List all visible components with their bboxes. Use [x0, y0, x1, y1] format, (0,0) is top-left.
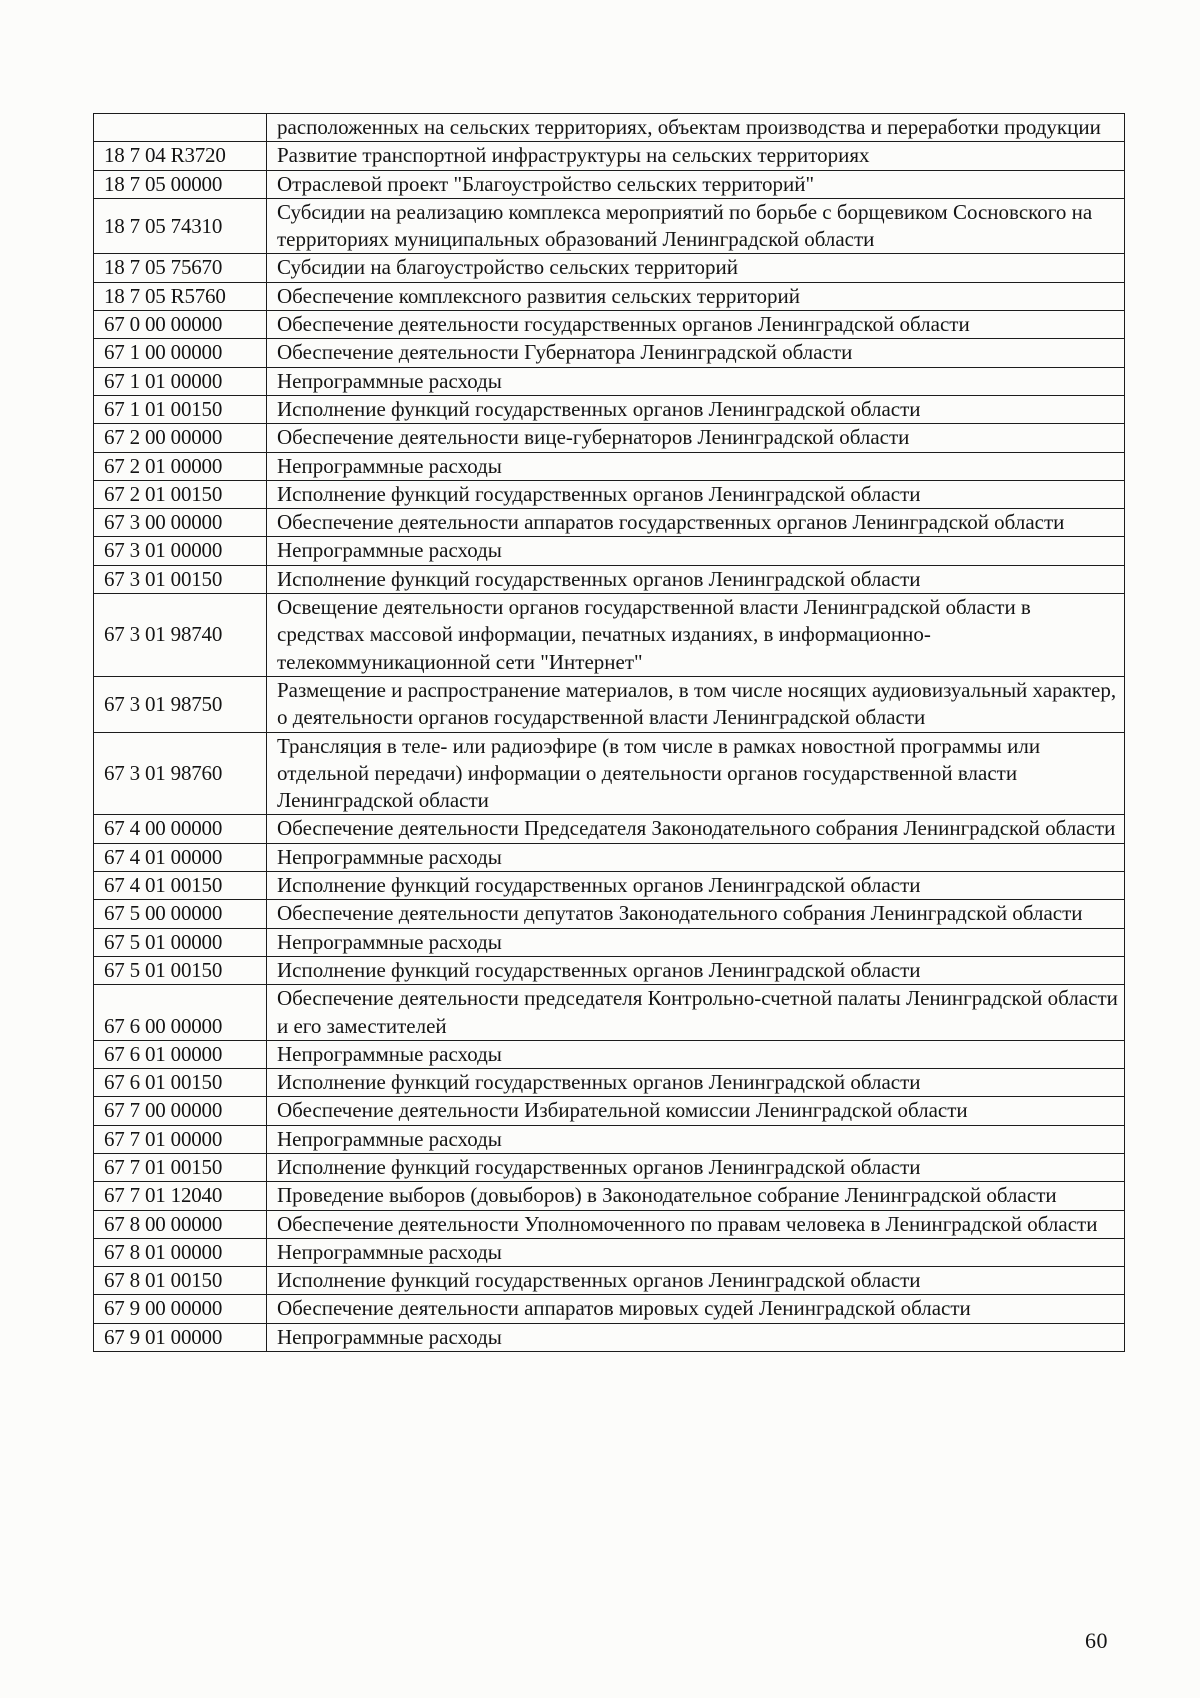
row-name-cell: Непрограммные расходы	[267, 1238, 1125, 1266]
table-row	[94, 170, 1125, 198]
row-code-cell: 67 8 01 00000	[94, 1238, 267, 1266]
row-name-cell: Обеспечение комплексного развития сельских территорий	[267, 282, 1125, 310]
row-code-cell: 67 2 00 00000	[94, 424, 267, 452]
row-name-cell: Обеспечение деятельности аппаратов мировых судей Ленинградской области	[267, 1295, 1125, 1323]
row-name-cell: Исполнение функций государственных органов Ленинградской области	[267, 1153, 1125, 1181]
row-code-cell: 67 7 01 00000	[94, 1125, 267, 1153]
row-name-cell: Исполнение функций государственных органов Ленинградской области	[267, 480, 1125, 508]
row-name-cell: Обеспечение деятельности государственных органов Ленинградской области	[267, 311, 1125, 339]
table-row	[94, 142, 1125, 170]
row-code-cell: 18 7 05 74310	[94, 198, 267, 254]
row-code-cell: 67 5 00 00000	[94, 900, 267, 928]
row-code-cell: 18 7 05 75670	[94, 254, 267, 282]
row-code-cell: 67 3 01 98760	[94, 732, 267, 815]
budget-classification-table	[93, 113, 1125, 1352]
row-name-cell: Трансляция в теле- или радиоэфире (в том числе в рамках новостной программы или отдельной передачи) информации о деятельности органов государственной власти Ленинградской области	[267, 732, 1125, 815]
page-number: 60	[1085, 1628, 1108, 1653]
table-row	[94, 1182, 1125, 1210]
row-name-cell: Исполнение функций государственных органов Ленинградской области	[267, 1267, 1125, 1295]
row-name-cell: Исполнение функций государственных органов Ленинградской области	[267, 956, 1125, 984]
row-name-cell: Непрограммные расходы	[267, 928, 1125, 956]
row-code-cell: 67 8 01 00150	[94, 1267, 267, 1295]
row-name-cell: Субсидии на реализацию комплекса мероприятий по борьбе с борщевиком Сосновского на территориях муниципальных образований Ленинградской области	[267, 198, 1125, 254]
row-code-cell: 67 1 01 00150	[94, 395, 267, 423]
table-row	[94, 282, 1125, 310]
row-name-cell: Размещение и распространение материалов, в том числе носящих аудиовизуальный характер, о деятельности органов государственной власти Ленинградской области	[267, 676, 1125, 732]
row-code-cell: 67 0 00 00000	[94, 311, 267, 339]
row-code-cell: 67 3 01 98750	[94, 676, 267, 732]
row-code-cell: 67 6 01 00000	[94, 1040, 267, 1068]
table-row	[94, 900, 1125, 928]
row-name-cell: Обеспечение деятельности Председателя Законодательного собрания Ленинградской области	[267, 815, 1125, 843]
row-name-cell: Обеспечение деятельности Губернатора Ленинградской области	[267, 339, 1125, 367]
row-name-cell: Отраслевой проект "Благоустройство сельских территорий"	[267, 170, 1125, 198]
row-code-cell: 18 7 04 R3720	[94, 142, 267, 170]
table-row	[94, 732, 1125, 815]
row-name-cell: Обеспечение деятельности депутатов Законодательного собрания Ленинградской области	[267, 900, 1125, 928]
row-name-cell: Проведение выборов (довыборов) в Законодательное собрание Ленинградской области	[267, 1182, 1125, 1210]
table-row	[94, 1125, 1125, 1153]
row-name-cell: расположенных на сельских территориях, объектам производства и переработки продукции	[267, 114, 1125, 142]
row-code-cell: 67 2 01 00150	[94, 480, 267, 508]
row-code-cell: 67 7 01 00150	[94, 1153, 267, 1181]
row-code-cell: 67 4 01 00000	[94, 843, 267, 871]
table-row	[94, 956, 1125, 984]
row-code-cell: 67 4 00 00000	[94, 815, 267, 843]
row-name-cell: Непрограммные расходы	[267, 367, 1125, 395]
table-row	[94, 480, 1125, 508]
row-name-cell: Обеспечение деятельности председателя Контрольно-счетной палаты Ленинградской области и его заместителей	[267, 985, 1125, 1041]
row-code-cell: 67 7 00 00000	[94, 1097, 267, 1125]
table-row	[94, 254, 1125, 282]
table-row	[94, 1323, 1125, 1351]
row-name-cell: Обеспечение деятельности Уполномоченного по правам человека в Ленинградской области	[267, 1210, 1125, 1238]
row-code-cell: 67 3 00 00000	[94, 509, 267, 537]
table-row	[94, 509, 1125, 537]
row-name-cell: Непрограммные расходы	[267, 452, 1125, 480]
table-row	[94, 843, 1125, 871]
table-row	[94, 985, 1125, 1041]
row-code-cell: 67 1 01 00000	[94, 367, 267, 395]
table-row	[94, 565, 1125, 593]
row-code-cell: 67 4 01 00150	[94, 872, 267, 900]
row-name-cell: Исполнение функций государственных органов Ленинградской области	[267, 395, 1125, 423]
row-name-cell: Освещение деятельности органов государственной власти Ленинградской области в средствах массовой информации, печатных изданиях, в информационно-телекоммуникационной сети "Интернет"	[267, 594, 1125, 677]
row-name-cell: Непрограммные расходы	[267, 843, 1125, 871]
row-name-cell: Исполнение функций государственных органов Ленинградской области	[267, 872, 1125, 900]
table-row	[94, 872, 1125, 900]
table-row	[94, 198, 1125, 254]
table-row	[94, 594, 1125, 677]
table-body	[94, 114, 1125, 1352]
table-row	[94, 114, 1125, 142]
row-name-cell: Непрограммные расходы	[267, 1125, 1125, 1153]
table-row	[94, 1295, 1125, 1323]
table-row	[94, 424, 1125, 452]
row-code-cell: 67 2 01 00000	[94, 452, 267, 480]
row-code-cell	[94, 114, 267, 142]
row-code-cell: 18 7 05 00000	[94, 170, 267, 198]
table-row	[94, 311, 1125, 339]
table-row	[94, 1267, 1125, 1295]
row-code-cell: 67 7 01 12040	[94, 1182, 267, 1210]
table-row	[94, 1040, 1125, 1068]
row-name-cell: Непрограммные расходы	[267, 1040, 1125, 1068]
row-name-cell: Субсидии на благоустройство сельских территорий	[267, 254, 1125, 282]
row-code-cell: 67 3 01 00000	[94, 537, 267, 565]
row-code-cell: 67 5 01 00000	[94, 928, 267, 956]
table-row	[94, 367, 1125, 395]
table-row	[94, 676, 1125, 732]
row-code-cell: 67 9 01 00000	[94, 1323, 267, 1351]
row-name-cell: Исполнение функций государственных органов Ленинградской области	[267, 565, 1125, 593]
table-row	[94, 1097, 1125, 1125]
row-code-cell: 67 6 00 00000	[94, 985, 267, 1041]
row-name-cell: Непрограммные расходы	[267, 1323, 1125, 1351]
row-code-cell: 67 3 01 98740	[94, 594, 267, 677]
table-row	[94, 928, 1125, 956]
row-name-cell: Непрограммные расходы	[267, 537, 1125, 565]
table-row	[94, 1069, 1125, 1097]
row-code-cell: 67 6 01 00150	[94, 1069, 267, 1097]
row-name-cell: Исполнение функций государственных органов Ленинградской области	[267, 1069, 1125, 1097]
table-row	[94, 1153, 1125, 1181]
row-name-cell: Обеспечение деятельности вице-губернаторов Ленинградской области	[267, 424, 1125, 452]
row-code-cell: 67 8 00 00000	[94, 1210, 267, 1238]
row-code-cell: 67 3 01 00150	[94, 565, 267, 593]
row-name-cell: Обеспечение деятельности аппаратов государственных органов Ленинградской области	[267, 509, 1125, 537]
table-row	[94, 339, 1125, 367]
table-row	[94, 815, 1125, 843]
table-row	[94, 452, 1125, 480]
row-code-cell: 18 7 05 R5760	[94, 282, 267, 310]
row-name-cell: Развитие транспортной инфраструктуры на сельских территориях	[267, 142, 1125, 170]
table-row	[94, 1210, 1125, 1238]
table-row	[94, 537, 1125, 565]
row-code-cell: 67 9 00 00000	[94, 1295, 267, 1323]
table-row	[94, 395, 1125, 423]
row-name-cell: Обеспечение деятельности Избирательной комиссии Ленинградской области	[267, 1097, 1125, 1125]
row-code-cell: 67 1 00 00000	[94, 339, 267, 367]
table-row	[94, 1238, 1125, 1266]
row-code-cell: 67 5 01 00150	[94, 956, 267, 984]
